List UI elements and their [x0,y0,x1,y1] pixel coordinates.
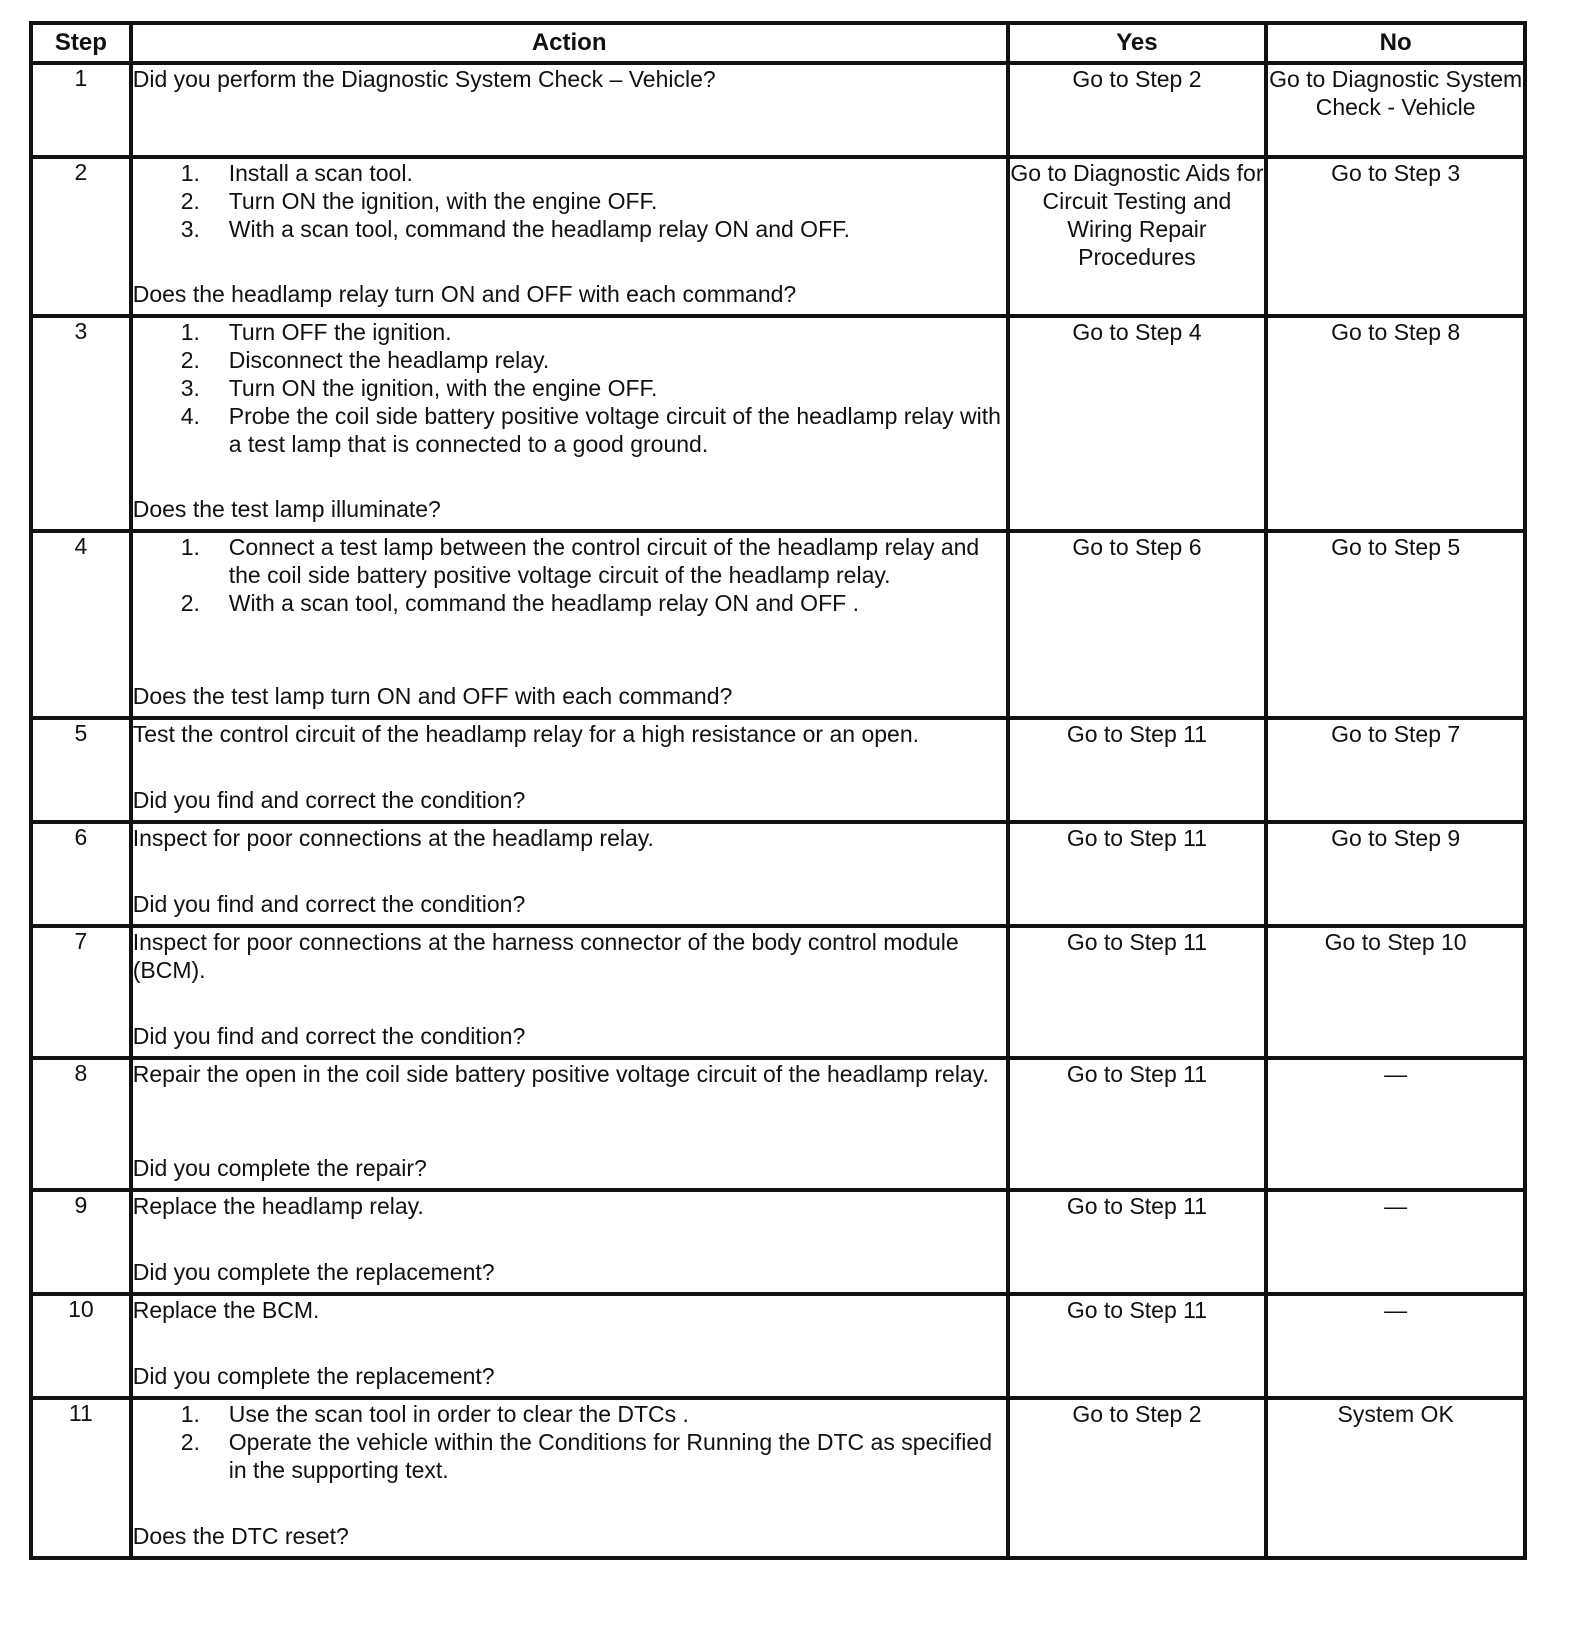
substep-text: Install a scan tool. [228,160,413,186]
step-number: 6 [31,822,131,926]
substep-list [133,533,1006,617]
substep-item [133,187,1006,215]
substep-list [133,1400,1006,1484]
substep-item [133,1400,1006,1428]
step-number: 9 [31,1190,131,1294]
no-result: Go to Step 9 [1266,822,1525,926]
no-result: — [1266,1294,1525,1398]
action-content [133,1400,1006,1550]
action-cell [131,316,1008,531]
action-question: Did you complete the replacement? [132,1259,495,1285]
action-question: Did you find and correct the condition? [132,787,526,813]
substep-item [133,346,1006,374]
yes-result: Go to Step 11 [1008,1294,1267,1398]
substep-number: 2. [180,347,200,373]
action-body [133,928,1006,984]
yes-result: Go to Step 11 [1008,822,1267,926]
action-text: Replace the headlamp relay. [132,1193,424,1219]
step-number: 4 [31,531,131,718]
action-text: Inspect for poor connections at the harness connector of the body control module (BCM). [132,929,959,983]
table-row [31,63,1525,157]
substep-item [133,215,1006,243]
action-body [133,1192,1006,1220]
substep-text: Probe the coil side battery positive voltage circuit of the headlamp relay with a test lamp that is connected to a good ground. [228,403,1001,457]
action-cell [131,63,1008,157]
step-number: 2 [31,157,131,316]
action-content [133,1060,1006,1182]
action-content [133,824,1006,918]
table-row [31,316,1525,531]
action-question: Does the headlamp relay turn ON and OFF with each command? [132,281,797,307]
table-row [31,1058,1525,1190]
substep-text: Disconnect the headlamp relay. [228,347,550,373]
action-cell [131,531,1008,718]
action-cell [131,822,1008,926]
action-body [133,720,1006,748]
action-text: Test the control circuit of the headlamp relay for a high resistance or an open. [132,721,920,747]
action-body [133,65,1006,93]
action-question: Does the test lamp illuminate? [132,496,441,522]
substep-item [133,374,1006,402]
no-result: — [1266,1190,1525,1294]
substep-item [133,533,1006,589]
no-result: Go to Step 8 [1266,316,1525,531]
action-body [133,1400,1006,1484]
step-number: 5 [31,718,131,822]
action-content [133,159,1006,308]
substep-text: Connect a test lamp between the control circuit of the headlamp relay and the coil side battery positive voltage circuit of the headlamp relay. [228,534,980,588]
table-row [31,822,1525,926]
step-number: 10 [31,1294,131,1398]
action-cell [131,1058,1008,1190]
substep-item [133,402,1006,458]
diagnostic-table [29,21,1527,1560]
action-content [133,318,1006,523]
substep-number: 2. [180,1429,200,1455]
table-row [31,531,1525,718]
no-result: System OK [1266,1398,1525,1558]
header-yes: Yes [1008,23,1267,63]
yes-result: Go to Step 11 [1008,1190,1267,1294]
action-body [133,1296,1006,1324]
yes-result: Go to Step 2 [1008,1398,1267,1558]
action-cell [131,926,1008,1058]
step-number: 1 [31,63,131,157]
substep-text: Turn ON the ignition, with the engine OFF. [228,188,658,214]
action-content [133,720,1006,814]
action-content [133,928,1006,1050]
no-result: Go to Step 7 [1266,718,1525,822]
table-body [31,63,1525,1558]
action-question: Does the test lamp turn ON and OFF with each command? [132,683,733,709]
action-text: Inspect for poor connections at the headlamp relay. [132,825,654,851]
yes-result: Go to Step 11 [1008,718,1267,822]
substep-text: Turn ON the ignition, with the engine OFF. [228,375,658,401]
header-step: Step [31,23,131,63]
action-text: Did you perform the Diagnostic System Check – Vehicle? [132,66,716,92]
substep-item [133,589,1006,617]
header-row [31,23,1525,63]
substep-list [133,318,1006,458]
substep-number: 3. [180,216,200,242]
step-number: 7 [31,926,131,1058]
yes-result: Go to Diagnostic Aids for Circuit Testing and Wiring Repair Procedures [1008,157,1267,316]
action-cell [131,1398,1008,1558]
action-content [133,1296,1006,1390]
action-body [133,824,1006,852]
yes-result: Go to Step 2 [1008,63,1267,157]
no-result: — [1266,1058,1525,1190]
table-row [31,1190,1525,1294]
action-content [133,533,1006,710]
no-result: Go to Diagnostic System Check - Vehicle [1266,63,1525,157]
step-number: 8 [31,1058,131,1190]
action-content [133,1192,1006,1286]
yes-result: Go to Step 11 [1008,1058,1267,1190]
substep-text: Operate the vehicle within the Conditions for Running the DTC as specified in the supporting text. [228,1429,992,1483]
action-question: Did you complete the repair? [132,1155,427,1181]
substep-number: 4. [180,403,200,429]
action-question: Did you find and correct the condition? [132,891,526,917]
substep-item [133,318,1006,346]
action-body [133,533,1006,617]
action-text: Repair the open in the coil side battery positive voltage circuit of the headlamp relay. [132,1061,989,1087]
substep-number: 1. [180,160,200,186]
yes-result: Go to Step 4 [1008,316,1267,531]
table-row [31,1398,1525,1558]
action-text: Replace the BCM. [132,1297,320,1323]
step-number: 3 [31,316,131,531]
header-action: Action [131,23,1008,63]
substep-number: 3. [180,375,200,401]
yes-result: Go to Step 11 [1008,926,1267,1058]
substep-list [133,159,1006,243]
table-row [31,157,1525,316]
action-cell [131,1190,1008,1294]
action-body [133,159,1006,243]
action-question: Did you find and correct the condition? [132,1023,526,1049]
substep-text: With a scan tool, command the headlamp relay ON and OFF. [228,216,851,242]
table-row [31,1294,1525,1398]
action-question: Did you complete the replacement? [132,1363,495,1389]
substep-number: 1. [180,534,200,560]
substep-number: 2. [180,590,200,616]
step-number: 11 [31,1398,131,1558]
substep-text: Turn OFF the ignition. [228,319,452,345]
substep-text: Use the scan tool in order to clear the DTCs . [228,1401,689,1427]
substep-text: With a scan tool, command the headlamp relay ON and OFF . [228,590,859,616]
action-content [133,65,1006,149]
table-row [31,718,1525,822]
action-question: Does the DTC reset? [132,1523,349,1549]
no-result: Go to Step 3 [1266,157,1525,316]
substep-number: 1. [180,319,200,345]
action-body [133,318,1006,458]
action-cell [131,157,1008,316]
action-body [133,1060,1006,1088]
header-no: No [1266,23,1525,63]
substep-item [133,1428,1006,1484]
yes-result: Go to Step 6 [1008,531,1267,718]
action-cell [131,1294,1008,1398]
substep-number: 1. [180,1401,200,1427]
action-cell [131,718,1008,822]
no-result: Go to Step 5 [1266,531,1525,718]
substep-item [133,159,1006,187]
table-row [31,926,1525,1058]
no-result: Go to Step 10 [1266,926,1525,1058]
substep-number: 2. [180,188,200,214]
